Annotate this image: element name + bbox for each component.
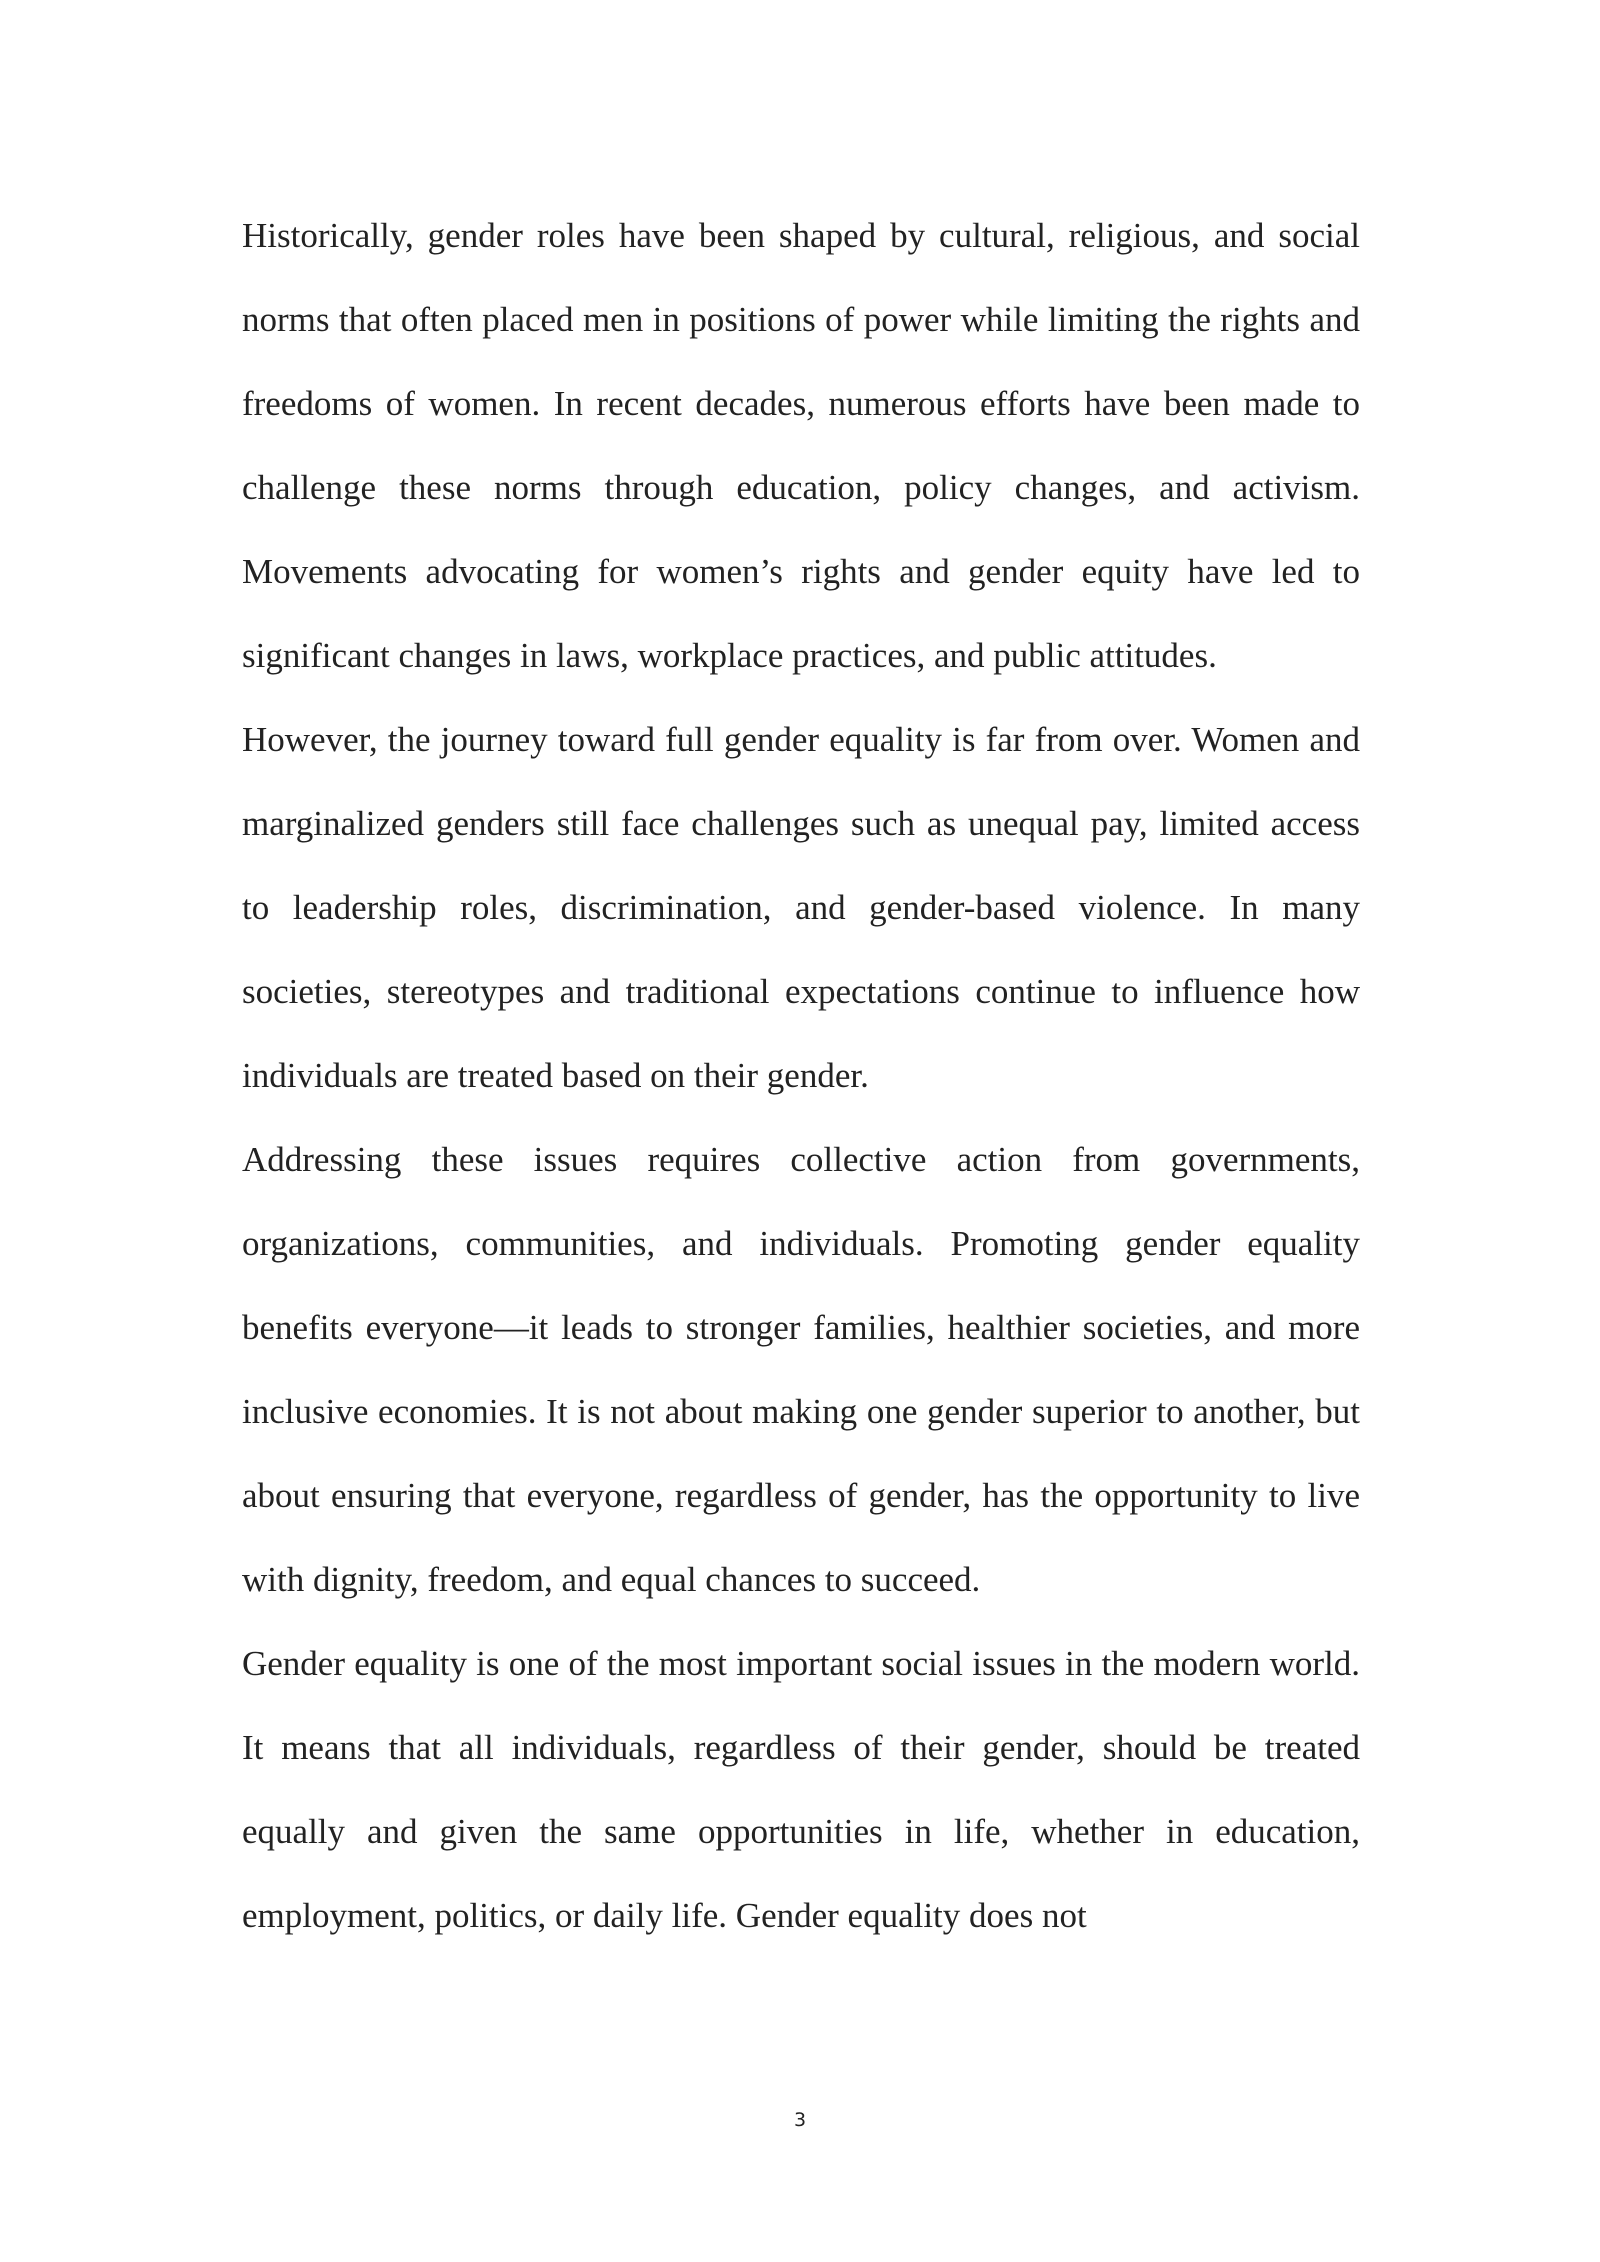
- paragraph-definition: Gender equality is one of the most important social issues in the modern world. It means that all individuals, regardless of their gender, should be treated equally and given the same opportunities in life, whether in education, employment, politics, or daily life. Gender equality does not: [242, 1644, 1360, 1935]
- paragraph-ongoing-challenges: However, the journey toward full gender equality is far from over. Women and marginalized genders still face challenges such as unequal pay, limited access to leadership roles, discrimination, and gender-based violence. In many societies, stereotypes and traditional expectations continue to influence how individuals are treated based on their gender.: [242, 720, 1360, 1095]
- paragraph-collective-action: Addressing these issues requires collective action from governments, organizations, communities, and individuals. Promoting gender equality benefits everyone—it leads to stronger families, healthier societies, and more inclusive economies. It is not about making one gender superior to another, but about ensuring that everyone, regardless of gender, has the opportunity to live with dignity, freedom, and equal chances to succeed.: [242, 1140, 1360, 1599]
- body-text: [242, 194, 1360, 1958]
- paragraph-historical-roles: Historically, gender roles have been shaped by cultural, religious, and social norms that often placed men in positions of power while limiting the rights and freedoms of women. In recent decades, numerous efforts have been made to challenge these norms through education, policy changes, and activism. Movements advocating for women’s rights and gender equity have led to significant changes in laws, workplace practices, and public attitudes.: [242, 216, 1360, 675]
- page-number: 3: [793, 2109, 807, 2131]
